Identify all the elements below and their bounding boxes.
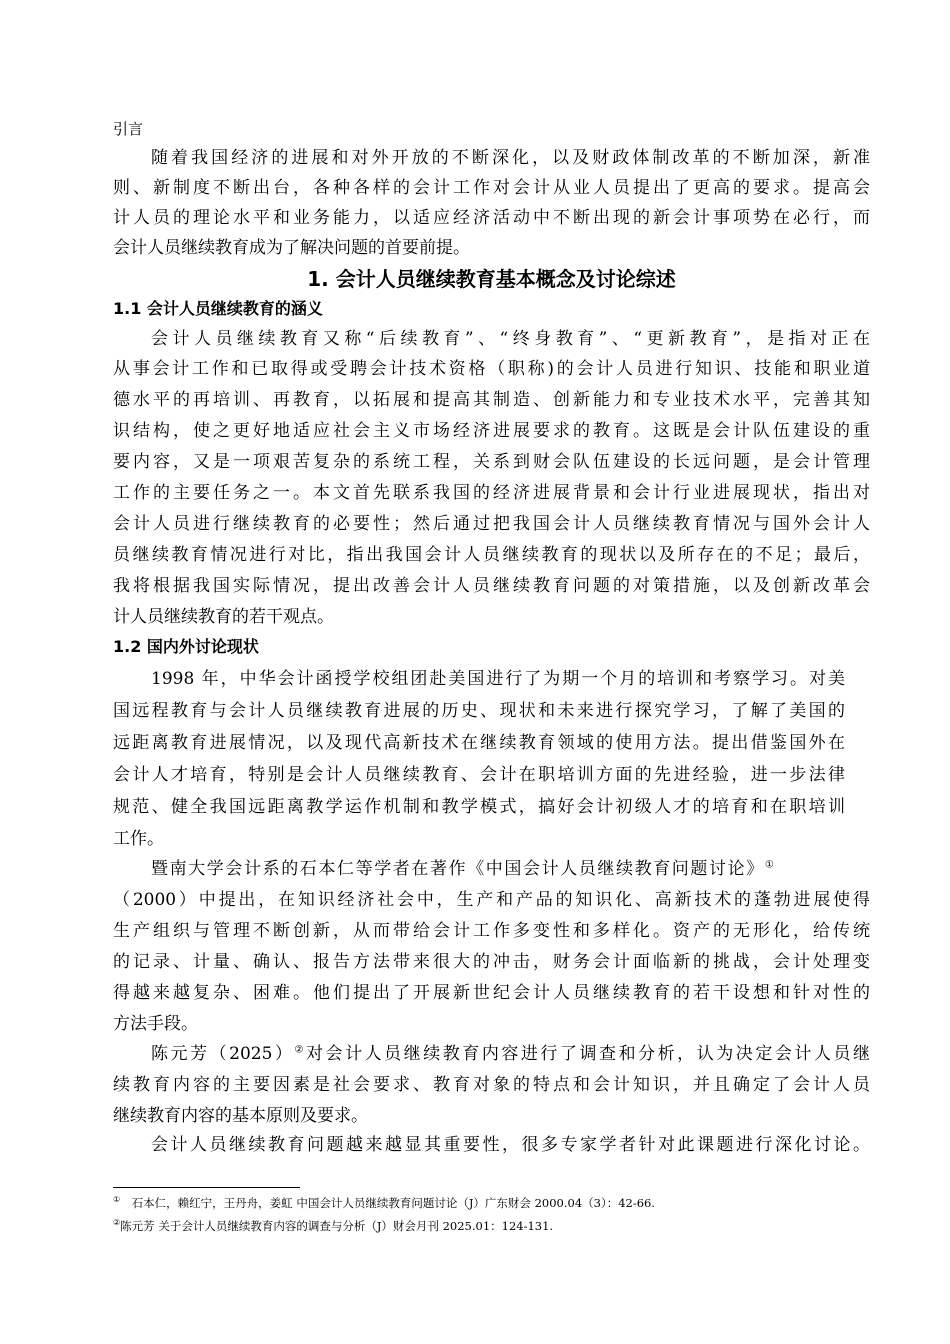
footnote-2: [113, 1218, 870, 1234]
paragraph-line: 计人员继续教育的若干观点。: [113, 607, 334, 627]
paragraph-line: 远距离教育进展情况，以及现代高新技术在继续教育领域的使用方法。提出借鉴国外在: [113, 733, 845, 753]
paragraph-line: 续教育内容的主要因素是社会要求、教育对象的特点和会计知识，并且确定了会计人员: [113, 1075, 870, 1095]
paragraph-line: （2000）中提出，在知识经济社会中，生产和产品的知识化、高新技术的蓬勃进展使得: [113, 890, 870, 910]
footnote-ref-2[interactable]: ②: [294, 1044, 306, 1056]
paragraph-line: 员继续教育情况进行对比，指出我国会计人员继续教育的现状以及所存在的不足；最后，: [113, 545, 870, 565]
footnote-1: [113, 1195, 870, 1211]
paragraph-line: 我将根据我国实际情况，提出改善会计人员继续教育问题的对策措施，以及创新改革会: [113, 576, 870, 596]
paragraph-line: 会计人员继续教育问题越来越显其重要性，很多专家学者针对此课题进行深化讨论。: [151, 1135, 870, 1155]
footnote-text: 石本仁，赖红宁，王丹舟，姜虹 中国会计人员继续教育问题讨论（J）广东财会 2000.04（3）：42-66.: [120, 1196, 656, 1210]
paragraph-line: 会计人员继续教育又称“后续教育”、“终身教育”、“更新教育”，是指对正在: [151, 329, 870, 349]
section-1-heading: 1. 会计人员继续教育基本概念及讨论综述: [307, 267, 676, 291]
intro-line: 随着我国经济的进展和对外开放的不断深化，以及财政体制改革的不断加深，新准: [151, 148, 870, 168]
paragraph-line: 继续教育内容的基本原则及要求。: [113, 1106, 368, 1126]
paragraph-text: 陈元芳（2025）: [151, 1044, 295, 1064]
paragraph-line: 得越来越复杂、困难。他们提出了开展新世纪会计人员继续教育的若干设想和针对性的: [113, 983, 870, 1003]
paragraph-line: 国远程教育与会计人员继续教育进展的历史、现状和未来进行探究学习，了解了美国的: [113, 701, 845, 721]
footnote-mark: ②: [113, 1218, 121, 1228]
paragraph-line: 识结构，使之更好地适应社会主义市场经济进展要求的教育。这既是会计队伍建设的重: [113, 421, 870, 441]
paragraph-line: 要内容，又是一项艰苦复杂的系统工程，关系到财会队伍建设的长远问题，是会计管理: [113, 452, 870, 472]
section-1-2-heading: 1.2 国内外讨论现状: [113, 637, 259, 656]
paragraph-line: 会计人员进行继续教育的必要性；然后通过把我国会计人员继续教育情况与国外会计人: [113, 514, 870, 534]
paragraph-line: 规范、健全我国远距离教学运作机制和教学模式，搞好会计初级人才的培育和在职培训: [113, 797, 845, 817]
paragraph-line: 从事会计工作和已取得或受聘会计技术资格（职称)的会计人员进行知识、技能和职业道: [113, 359, 870, 379]
footnote-mark: ①: [113, 1195, 121, 1205]
footnote-text: 陈元芳 关于会计人员继续教育内容的调查与分析（J）财会月刊 2025.01：124-131.: [120, 1219, 554, 1233]
paragraph-line: 的记录、计量、确认、报告方法带来很大的冲击，财务会计面临新的挑战，会计处理变: [113, 952, 870, 972]
paragraph-line: 1998 年，中华会计函授学校组团赴美国进行了为期一个月的培训和考察学习。对美: [151, 669, 845, 689]
paragraph-line: 工作。: [113, 829, 164, 849]
intro-label: 引言: [113, 120, 144, 138]
paragraph-line: 会计人才培育，特别是会计人员继续教育、会计在职培训方面的先进经验，进一步法律: [113, 765, 845, 785]
paragraph-line: 德水平的再培训、再教育，以拓展和提高其制造、创新能力和专业技术水平，完善其知: [113, 390, 870, 410]
paragraph-line: 方法手段。: [113, 1014, 198, 1034]
paragraph-line: [151, 1043, 870, 1065]
section-1-1-heading: 1.1 会计人员继续教育的涵义: [113, 299, 323, 318]
paragraph-line: 工作的主要任务之一。本文首先联系我国的经济进展背景和会计行业进展现状，指出对: [113, 483, 870, 503]
paragraph-text: 暨南大学会计系的石本仁等学者在著作《中国会计人员继续教育问题讨论》: [151, 859, 765, 879]
intro-line: 会计人员继续教育成为了解决问题的首要前提。: [113, 238, 470, 258]
footnote-divider: [113, 1187, 300, 1188]
footnote-ref-1[interactable]: ①: [764, 859, 774, 871]
paragraph-line: 生产组织与管理不断创新，从而带给会计工作多变性和多样化。资产的无形化，给传统: [113, 921, 870, 941]
intro-line: 则、新制度不断出台，各种各样的会计工作对会计从业人员提出了更高的要求。提高会: [113, 178, 870, 198]
intro-line: 计人员的理论水平和业务能力，以适应经济活动中不断出现的新会计事项势在必行，而: [113, 208, 870, 228]
paragraph-text: 对会计人员继续教育内容进行了调查和分析，认为决定会计人员继: [306, 1044, 870, 1064]
paragraph-line: [151, 858, 870, 880]
